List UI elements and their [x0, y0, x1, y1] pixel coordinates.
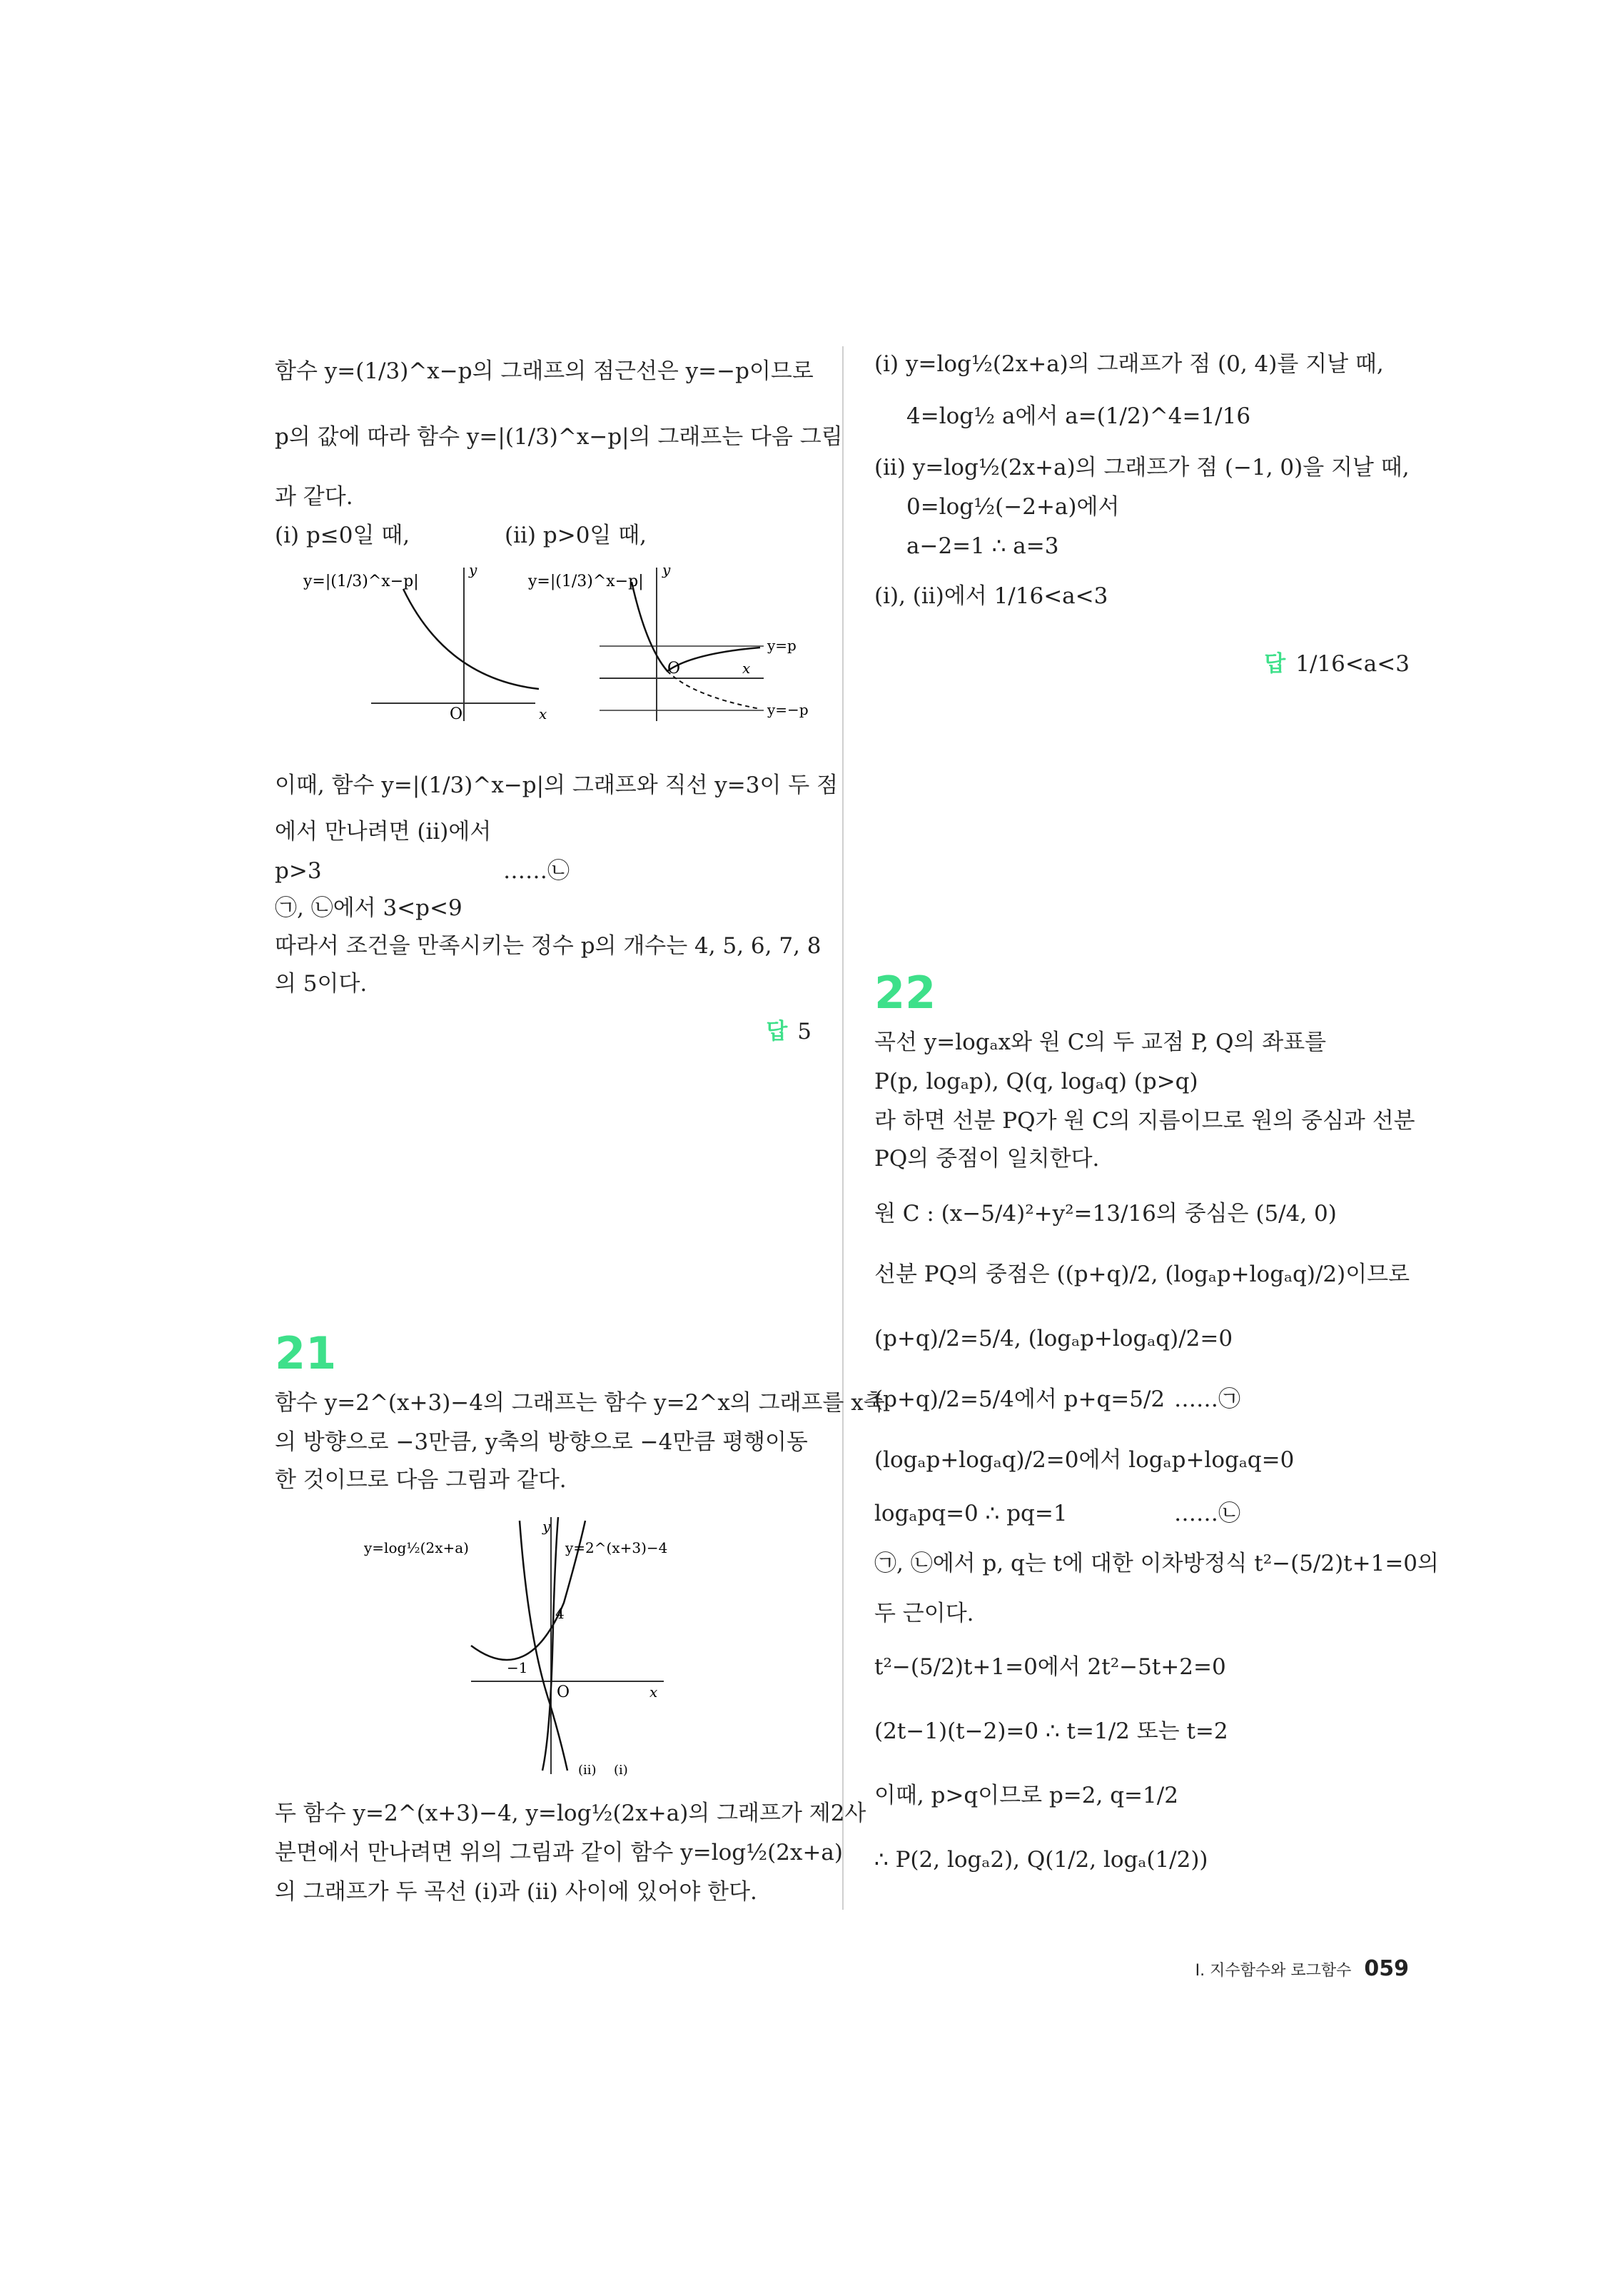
text-line: (ⅰ), (ⅱ)에서 1/16<a<3: [874, 583, 1108, 609]
y-label: y: [662, 561, 671, 578]
right-column: [874, 343, 1439, 1913]
x-label: x: [742, 660, 751, 677]
origin-label: O: [450, 705, 463, 723]
graph-problem-21: [364, 1510, 678, 1781]
text-line: 함수 y=2^(x+3)−4의 그래프는 함수 y=2^x의 그래프를 x축: [275, 1390, 885, 1416]
log-function-label: y=log½(2x+a): [364, 1539, 469, 1556]
case1-label: (ⅰ) p≤0일 때,: [275, 523, 410, 548]
text-line: 이때, p>q이므로 p=2, q=1/2: [874, 1783, 1178, 1808]
column-divider: [842, 346, 844, 1910]
text-line: 따라서 조건을 만족시키는 정수 p의 개수는 4, 5, 6, 7, 8: [275, 933, 821, 959]
text-line: t²−(5/2)t+1=0에서 2t²−5t+2=0: [874, 1654, 1226, 1680]
text-line: p의 값에 따라 함수 y=|(1/3)^x−p|의 그래프는 다음 그림: [275, 424, 843, 450]
y-label: y: [542, 1518, 551, 1535]
equation-marker: ……㉠: [1174, 1386, 1240, 1412]
text-line: (logₐp+logₐq)/2=0에서 logₐp+logₐq=0: [874, 1447, 1295, 1473]
left-column: [275, 353, 885, 1924]
curve-i-label: (ⅰ): [614, 1763, 628, 1778]
text-line: 한 것이므로 다음 그림과 같다.: [275, 1467, 567, 1493]
text-line: (p+q)/2=5/4, (logₐp+logₐq)/2=0: [874, 1326, 1233, 1351]
case2-label: (ⅱ) p>0일 때,: [505, 523, 647, 548]
tick-4: 4: [555, 1605, 565, 1622]
answer-value: 1/16<a<3: [1295, 651, 1410, 677]
x-label: x: [649, 1683, 658, 1701]
problem-number-21: 21: [275, 1327, 337, 1379]
equation-marker: ……㉡: [1174, 1501, 1240, 1526]
answer: [1264, 653, 1410, 675]
tick-minus-1: −1: [507, 1659, 528, 1676]
line-bottom-label: y=−p: [767, 701, 809, 718]
answer-label: 답: [766, 1019, 788, 1044]
text-line: PQ의 중점이 일치한다.: [874, 1146, 1100, 1172]
answer-label: 답: [1264, 651, 1286, 677]
line-top-label: y=p: [767, 637, 797, 654]
text-line: P(p, logₐp), Q(q, logₐq) (p>q): [874, 1069, 1198, 1094]
chapter-title: Ⅰ. 지수함수와 로그함수: [1195, 1962, 1352, 1980]
origin-label: O: [667, 660, 681, 678]
text-line: (ⅰ) y=log½(2x+a)의 그래프가 점 (0, 4)를 지날 때,: [874, 351, 1384, 377]
text-line: 에서 만나려면 (ⅱ)에서: [275, 819, 492, 845]
text-line: 라 하면 선분 PQ가 원 C의 지름이므로 원의 중심과 선분: [874, 1108, 1415, 1134]
text-line: 분면에서 만나려면 위의 그림과 같이 함수 y=log½(2x+a): [275, 1840, 844, 1866]
text-line: 선분 PQ의 중점은 ((p+q)/2, (logₐp+logₐq)/2)이므로: [874, 1262, 1410, 1287]
text-line: 4=log½ a에서 a=(1/2)^4=1/16: [906, 403, 1251, 429]
text-line: (2t−1)(t−2)=0 ∴ t=1/2 또는 t=2: [874, 1718, 1228, 1744]
exp-function-label: y=2^(x+3)−4: [565, 1539, 668, 1556]
curve-ii: [520, 1521, 567, 1771]
y-label: y: [469, 561, 477, 578]
x-label: x: [539, 705, 547, 722]
text-line: (ⅱ) y=log½(2x+a)의 그래프가 점 (−1, 0)을 지날 때,: [874, 455, 1410, 480]
curve-ii-label: (ⅱ): [578, 1763, 597, 1778]
answer: [766, 1021, 812, 1043]
answer-value: 5: [797, 1019, 812, 1044]
text-line: 의 방향으로 −3만큼, y축의 방향으로 −4만큼 평행이동: [275, 1429, 808, 1455]
page-footer: [1195, 1956, 1409, 1981]
text-line: 곡선 y=logₐx와 원 C의 두 교점 P, Q의 좌표를: [874, 1029, 1327, 1055]
text-line: a−2=1 ∴ a=3: [906, 533, 1059, 559]
text-line: ㉠, ㉡에서 3<p<9: [275, 895, 462, 921]
text-line: 0=log½(−2+a)에서: [906, 494, 1120, 520]
function-label: y=|(1/3)^x−p|: [303, 573, 419, 590]
text-line: 두 근이다.: [874, 1601, 974, 1626]
text-line: (p+q)/2=5/4에서 p+q=5/2: [874, 1386, 1166, 1412]
text-line: ∴ P(2, logₐ2), Q(1/2, logₐ(1/2)): [874, 1847, 1208, 1873]
equation-marker: ……㉡: [503, 858, 570, 884]
text-line: 이때, 함수 y=|(1/3)^x−p|의 그래프와 직선 y=3이 두 점: [275, 772, 839, 798]
curve: [403, 589, 539, 689]
text-line: 두 함수 y=2^(x+3)−4, y=log½(2x+a)의 그래프가 제2사: [275, 1801, 866, 1826]
text-line: p>3: [275, 858, 322, 884]
text-line: 의 5이다.: [275, 971, 368, 997]
graph-case2: [528, 560, 821, 732]
curve-solid: [632, 582, 760, 671]
function-label: y=|(1/3)^x−p|: [528, 573, 644, 590]
text-line: 함수 y=(1/3)^x−p의 그래프의 점근선은 y=−p이므로: [275, 358, 814, 384]
text-line: 과 같다.: [275, 484, 353, 510]
graph-case1: [303, 560, 560, 725]
problem-number-22: 22: [874, 967, 936, 1019]
text-line: logₐpq=0 ∴ pq=1: [874, 1501, 1068, 1526]
text-line: 원 C : (x−5/4)²+y²=13/16의 중심은 (5/4, 0): [874, 1201, 1337, 1227]
page-number: 059: [1364, 1956, 1409, 1981]
text-line: ㉠, ㉡에서 p, q는 t에 대한 이차방정식 t²−(5/2)t+1=0의: [874, 1551, 1439, 1576]
text-line: 의 그래프가 두 곡선 (ⅰ)과 (ⅱ) 사이에 있어야 한다.: [275, 1879, 757, 1905]
origin-label: O: [557, 1683, 570, 1701]
